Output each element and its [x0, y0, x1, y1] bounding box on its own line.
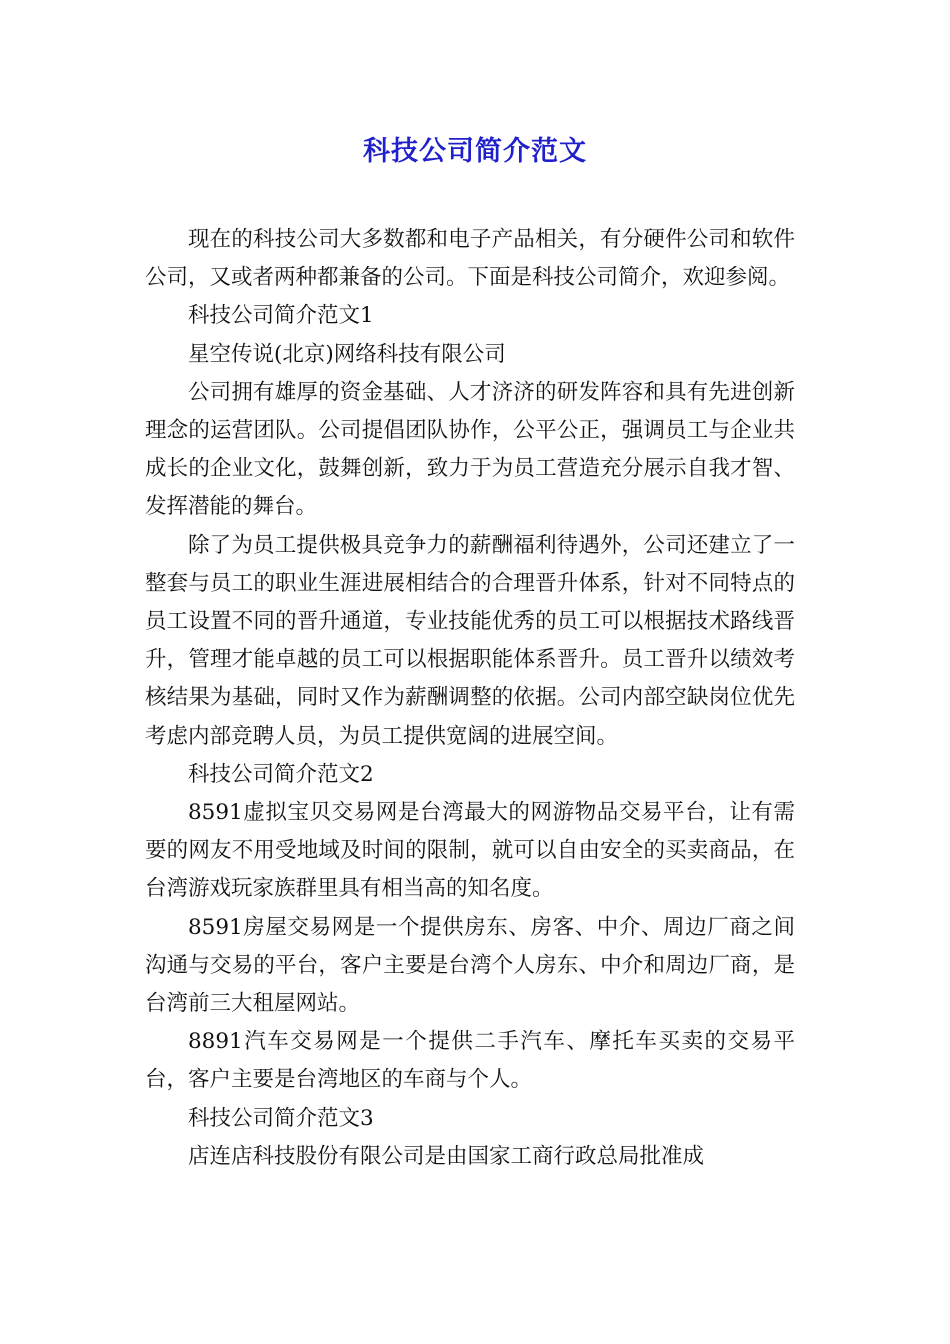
paragraph: 8591虚拟宝贝交易网是台湾最大的网游物品交易平台，让有需要的网友不用受地域及时间的限制，就可以自由安全的买卖商品，在台湾游戏玩家族群里具有相当高的知名度。	[145, 800, 795, 902]
paragraph-intro: 现在的科技公司大多数都和电子产品相关，有分硬件公司和软件公司，又或者两种都兼备的公司。下面是科技公司简介，欢迎参阅。	[145, 227, 795, 291]
paragraph: 8591房屋交易网是一个提供房东、房客、中介、周边厂商之间沟通与交易的平台，客户主要是台湾个人房东、中介和周边厂商，是台湾前三大租屋网站。	[145, 914, 795, 1017]
document-title: 科技公司简介范文	[363, 136, 587, 167]
paragraph: 公司拥有雄厚的资金基础、人才济济的研发阵容和具有先进创新理念的运营团队。公司提倡团队协作，公平公正，强调员工与企业共成长的企业文化，鼓舞创新，致力于为员工营造充分展示自我才智、发挥潜能的舞台。	[145, 379, 795, 520]
section-heading-3: 科技公司简介范文3	[188, 1105, 374, 1131]
paragraph: 除了为员工提供极具竞争力的薪酬福利待遇外，公司还建立了一整套与员工的职业生涯进展相结合的合理晋升体系，针对不同特点的员工设置不同的晋升通道，专业技能优秀的员工可以根据技术路线晋升，管理才能卓越的员工可以根据职能体系晋升。员工晋升以绩效考核结果为基础，同时又作为薪酬调整的依据。公司内部空缺岗位优先考虑内部竞聘人员，为员工提供宽阔的进展空间。	[145, 532, 795, 749]
section-heading-1: 科技公司简介范文1	[188, 303, 374, 329]
company-name-1: 星空传说(北京)网络科技有限公司	[188, 341, 506, 367]
paragraph: 店连店科技股份有限公司是由国家工商行政总局批准成	[188, 1143, 705, 1169]
document-body	[145, 221, 795, 1176]
section-heading-2: 科技公司简介范文2	[188, 761, 374, 787]
paragraph: 8891汽车交易网是一个提供二手汽车、摩托车买卖的交易平台，客户主要是台湾地区的车商与个人。	[145, 1029, 795, 1093]
